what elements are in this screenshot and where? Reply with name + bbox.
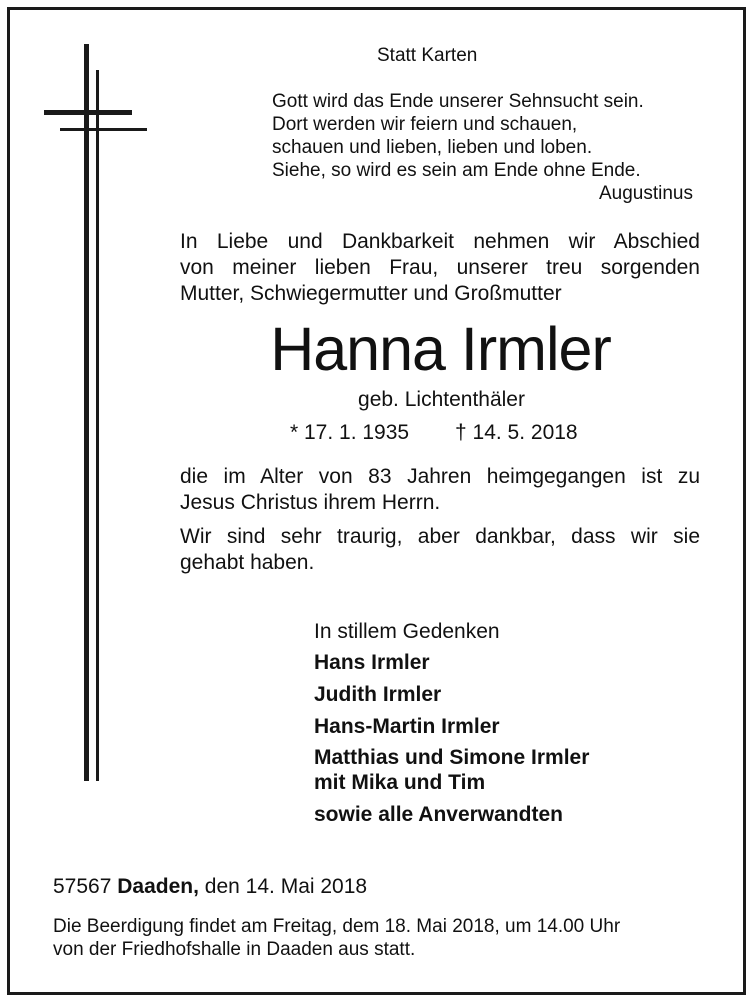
town: Daaden,: [117, 875, 199, 898]
poem-line: Gott wird das Ende unserer Sehnsucht sein.: [272, 91, 644, 112]
mourner-name: sowie alle Anverwandten: [314, 803, 563, 826]
mourner-name: mit Mika und Tim: [314, 771, 486, 794]
sad-line: Wir sind sehr traurig, aber dankbar, dass wir sie: [180, 525, 700, 548]
intro-line: Mutter, Schwiegermutter und Großmutter: [180, 282, 562, 305]
sad-line: gehabt haben.: [180, 551, 315, 574]
funeral-line: von der Friedhofshalle in Daaden aus statt.: [53, 939, 416, 960]
place-date-line: [53, 874, 367, 900]
deceased-name: Hanna Irmler: [270, 315, 611, 383]
statt-karten-label: Statt Karten: [377, 45, 478, 66]
date: den 14. Mai 2018: [204, 875, 368, 898]
cross-horizontal-bar-thin: [60, 128, 147, 131]
intro-line: von meiner lieben Frau, unserer treu sorgenden: [180, 256, 700, 279]
poem-line: Dort werden wir feiern und schauen,: [272, 114, 578, 135]
mourner-name: Hans Irmler: [314, 651, 430, 674]
funeral-line: Die Beerdigung findet am Freitag, dem 18. Mai 2018, um 14.00 Uhr: [53, 916, 621, 937]
postcode: 57567: [53, 875, 112, 898]
cross-vertical-bar-thin: [96, 70, 99, 781]
poem-line: Siehe, so wird es sein am Ende ohne Ende.: [272, 160, 641, 181]
age-line: Jesus Christus ihrem Herrn.: [180, 491, 441, 514]
death-date: † 14. 5. 2018: [455, 421, 578, 444]
birth-date: * 17. 1. 1935: [290, 421, 410, 444]
mourner-name: Judith Irmler: [314, 683, 442, 706]
intro-line: In Liebe und Dankbarkeit nehmen wir Abschied: [180, 230, 700, 253]
poem-author: Augustinus: [598, 183, 693, 204]
mourner-name: Hans-Martin Irmler: [314, 715, 500, 738]
maiden-name: geb. Lichtenthäler: [358, 388, 525, 411]
cross-horizontal-bar: [44, 110, 132, 115]
age-line: die im Alter von 83 Jahren heimgegangen ist zu: [180, 465, 700, 488]
mourner-name: Matthias und Simone Irmler: [314, 746, 590, 769]
poem-line: schauen und lieben, lieben und loben.: [272, 137, 593, 158]
mourners-heading: In stillem Gedenken: [314, 620, 500, 643]
